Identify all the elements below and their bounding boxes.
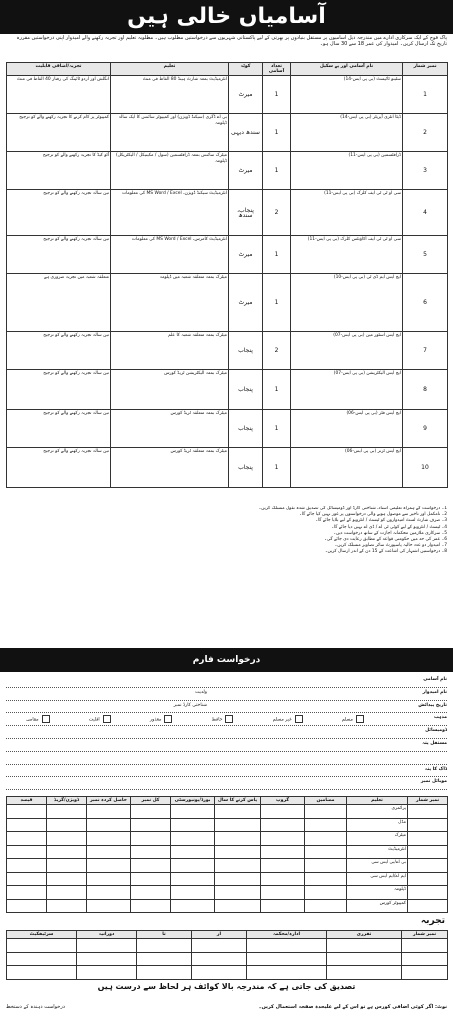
header-exp: تجربہ/اضافی قابلیت	[7, 63, 111, 76]
note-item: 2۔ نامکمل اور تاخیر سے موصول ہونے والی درخواستوں پر غور نہیں کیا جائے گا۔	[299, 512, 447, 518]
education-cell[interactable]	[261, 899, 305, 913]
note-item: 6۔ عمر کی حد میں حکومتی قواعد کے مطابق رعایت دی جائے گی۔	[324, 537, 447, 543]
page-title: آسامیاں خالی ہیں	[127, 4, 326, 29]
education-cell[interactable]	[47, 845, 87, 859]
job-edu: بی اے ڈگری (سیکنڈ ڈویژن) اور کمپیوٹر سائنس کا ایک سالہ ڈپلومہ	[111, 114, 229, 152]
job-row	[7, 114, 448, 152]
experience-row	[7, 952, 448, 966]
education-cell[interactable]	[47, 899, 87, 913]
job-row	[7, 236, 448, 274]
education-cell[interactable]	[215, 805, 261, 819]
experience-cell[interactable]	[402, 939, 448, 953]
education-cell[interactable]	[87, 832, 131, 846]
education-cell[interactable]	[408, 818, 448, 832]
education-cell[interactable]	[7, 899, 47, 913]
education-cell[interactable]	[87, 899, 131, 913]
postal-field[interactable]: ڈاک کا پتہ	[6, 765, 447, 778]
job-no: 2	[403, 114, 448, 152]
experience-row	[7, 939, 448, 953]
job-post: ایچ ایس ایم ڈی ٹی (بی پی ایس-10)	[291, 274, 403, 332]
checkbox-hafiz[interactable]: حافظ	[212, 715, 237, 723]
job-edu: میٹرک بمعہ متعلقہ ٹریڈ کورس	[111, 448, 229, 488]
education-row	[7, 818, 448, 832]
experience-cell[interactable]	[327, 966, 402, 980]
education-level: بی اے/بی ایس سی	[347, 859, 408, 873]
education-cell[interactable]	[305, 872, 347, 886]
job-post: سٹینو ٹائپسٹ (بی پی ایس-14)	[291, 76, 403, 114]
education-cell[interactable]	[7, 805, 47, 819]
education-row	[7, 832, 448, 846]
job-count: 1	[263, 114, 291, 152]
job-row	[7, 76, 448, 114]
education-cell[interactable]	[305, 845, 347, 859]
education-cell[interactable]	[131, 859, 171, 873]
experience-cell[interactable]	[137, 939, 192, 953]
job-exp: تین سالہ تجربہ رکھنے والے کو ترجیح	[7, 410, 111, 448]
job-no: 4	[403, 190, 448, 236]
checkbox-local[interactable]: مقامی	[26, 715, 52, 723]
education-cell[interactable]	[261, 859, 305, 873]
job-edu: انٹرمیڈیٹ بمعہ شارٹ ہینڈ 80 الفاظ فی منٹ	[111, 76, 229, 114]
form-banner	[0, 648, 453, 672]
experience-cell[interactable]	[402, 952, 448, 966]
education-cell[interactable]	[305, 886, 347, 900]
header-post: نام آسامی اور پے سکیل	[291, 63, 403, 76]
education-cell[interactable]	[7, 886, 47, 900]
job-quota: پنجاب	[229, 410, 263, 448]
address-field[interactable]: مستقل پتہ	[6, 739, 447, 752]
job-post: سی او ٹی ٹی ایف کلرک (بی پی ایس-11)	[291, 190, 403, 236]
job-post: ایچ ایس اسٹور مین (بی پی ایس-07)	[291, 332, 403, 370]
intro-paragraph: پاک فوج کے ایک سرکاری ادارے میں مندرجہ ذیل آسامیوں پر مستقل بنیادوں پر بھرتی کے لیے پاکستانی شہریوں سے درخواستیں مطلوب ہیں۔ مطلوبہ تعلیم اور تجربہ رکھنے والے امیدوار اپنی درخواستیں مقررہ تاریخ تک ارسال کریں۔ امیدوار کی عمر 18 سے 30 سال ہو۔	[16, 35, 447, 48]
education-cell[interactable]	[305, 832, 347, 846]
experience-title: تجربہ	[420, 916, 445, 926]
job-exp: تین سالہ تجربہ رکھنے والے کو ترجیح	[7, 448, 111, 488]
education-cell[interactable]	[47, 832, 87, 846]
job-edu: انٹرمیڈیٹ کامرس، MS Word / Excel کی معلومات	[111, 236, 229, 274]
education-cell[interactable]	[305, 818, 347, 832]
checkbox-disabled[interactable]: معذور	[150, 715, 176, 723]
education-cell[interactable]	[47, 818, 87, 832]
experience-cell[interactable]	[247, 952, 327, 966]
checkbox-non-muslim[interactable]: غیر مسلم	[273, 715, 306, 723]
experience-cell[interactable]	[192, 939, 247, 953]
signature-label: درخواست دہندہ کے دستخط	[6, 1004, 65, 1010]
education-cell[interactable]	[215, 832, 261, 846]
education-cell[interactable]	[171, 818, 215, 832]
category-checkboxes: مذہب مسلم غیر مسلم حافظ معذور اقلیت مقامی	[6, 713, 447, 726]
header-count: تعداد آسامی	[263, 63, 291, 76]
education-level: کمپیوٹر کورس	[347, 899, 408, 913]
education-row	[7, 845, 448, 859]
job-count: 1	[263, 236, 291, 274]
education-cell[interactable]	[261, 805, 305, 819]
education-cell[interactable]	[215, 872, 261, 886]
education-cell[interactable]	[7, 832, 47, 846]
education-cell[interactable]	[47, 805, 87, 819]
job-row	[7, 190, 448, 236]
education-cell[interactable]	[171, 886, 215, 900]
job-exp: تین سالہ تجربہ رکھنے والے کو ترجیح	[7, 190, 111, 236]
job-exp: تین سالہ تجربہ رکھنے والے کو ترجیح	[7, 236, 111, 274]
job-post: ڈیٹا انٹری آپریٹر (بی پی ایس-14)	[291, 114, 403, 152]
note-item: 7۔ امیدوار دو عدد حالیہ پاسپورٹ سائز تصاویر منسلک کریں۔	[334, 543, 447, 549]
phone-field[interactable]: موبائل نمبر	[6, 777, 447, 790]
experience-header-row: سرٹیفکیٹ دورانیہ تا از ادارہ/محکمہ تقرری نمبر شمار	[7, 931, 448, 939]
education-cell[interactable]	[261, 832, 305, 846]
header-quota: کوٹہ	[229, 63, 263, 76]
education-cell[interactable]	[7, 818, 47, 832]
education-cell[interactable]	[305, 805, 347, 819]
job-exp: انگلش اور اردو ٹائپنگ کی رفتار 40 الفاظ فی منٹ	[7, 76, 111, 114]
job-edu: میٹرک بمعہ متعلقہ شعبہ میں ڈپلومہ	[111, 274, 229, 332]
note-item: 3۔ صرف شارٹ لسٹ امیدواروں کو ٹیسٹ / انٹرویو کے لیے بلایا جائے گا۔	[315, 518, 447, 524]
note-item: 4۔ ٹیسٹ / انٹرویو کے لیے کوئی ٹی اے / ڈی اے نہیں دیا جائے گا۔	[331, 524, 447, 530]
job-quota: پنجاب	[229, 448, 263, 488]
education-cell[interactable]	[215, 859, 261, 873]
address-line[interactable]	[6, 752, 447, 765]
education-level: ایم اے/ایم ایس سی	[347, 872, 408, 886]
job-edu: میٹرک بمعہ متعلقہ ٹریڈ کورس	[111, 410, 229, 448]
job-exp: کمپیوٹر پر کام کرنے کا تجربہ رکھنے والے کو ترجیح	[7, 114, 111, 152]
job-exp: آٹو کیڈ کا تجربہ رکھنے والے کو ترجیح	[7, 152, 111, 190]
education-cell[interactable]	[131, 832, 171, 846]
checkbox-muslim[interactable]: مسلم	[342, 715, 367, 723]
jobs-table	[6, 62, 448, 488]
education-cell[interactable]	[171, 899, 215, 913]
education-cell[interactable]	[171, 872, 215, 886]
job-edu: انٹرمیڈیٹ سیکنڈ ڈویژن، MS Word / Excel کی معلومات	[111, 190, 229, 236]
name-field[interactable]: نام امیدوار ولدیت	[6, 688, 447, 701]
education-level: میٹرک	[347, 832, 408, 846]
education-cell[interactable]	[7, 872, 47, 886]
education-cell[interactable]	[87, 872, 131, 886]
note-item: 1۔ درخواست کے ہمراہ تعلیمی اسناد، شناختی کارڈ اور ڈومیسائل کی تصدیق شدہ نقول منسلک کریں۔	[258, 506, 447, 511]
certification-statement: تصدیق کی جاتی ہے کہ مندرجہ بالا کوائف ہر لحاظ سے درست ہیں	[97, 982, 356, 991]
job-edu: میٹرک سائنس بمعہ ڈرافٹسمین (سول / مکینیکل / الیکٹریکل) ڈپلومہ	[111, 152, 229, 190]
job-row	[7, 332, 448, 370]
experience-cell[interactable]	[247, 966, 327, 980]
job-post: ڈرافٹسمین (بی پی ایس-11)	[291, 152, 403, 190]
education-cell[interactable]	[408, 872, 448, 886]
education-cell[interactable]	[215, 886, 261, 900]
form-title: درخواست فارم	[192, 655, 261, 665]
job-no: 8	[403, 370, 448, 410]
experience-cell[interactable]	[402, 966, 448, 980]
job-row	[7, 370, 448, 410]
job-count: 2	[263, 190, 291, 236]
header-edu: تعلیم	[111, 63, 229, 76]
job-count: 1	[263, 152, 291, 190]
domicile-field[interactable]: ڈومیسائل	[6, 726, 447, 739]
experience-cell[interactable]	[77, 952, 137, 966]
experience-cell[interactable]	[77, 939, 137, 953]
experience-cell[interactable]	[192, 966, 247, 980]
job-edu: میٹرک بمعہ الیکٹریشن ٹریڈ کورس	[111, 370, 229, 410]
education-cell[interactable]	[131, 845, 171, 859]
education-cell[interactable]	[305, 899, 347, 913]
experience-cell[interactable]	[7, 966, 77, 980]
job-quota: سندھ دیہی	[229, 114, 263, 152]
education-cell[interactable]	[7, 859, 47, 873]
education-level: انٹرمیڈیٹ	[347, 845, 408, 859]
education-cell[interactable]	[47, 859, 87, 873]
job-quota: میرٹ	[229, 236, 263, 274]
job-row	[7, 152, 448, 190]
notes-section	[6, 506, 447, 634]
job-exp: تین سالہ تجربہ رکھنے والے کو ترجیح	[7, 370, 111, 410]
experience-cell[interactable]	[137, 952, 192, 966]
education-row	[7, 872, 448, 886]
education-cell[interactable]	[131, 805, 171, 819]
education-level: پرائمری	[347, 805, 408, 819]
education-cell[interactable]	[408, 859, 448, 873]
job-quota: میرٹ	[229, 152, 263, 190]
job-post: سی او ٹی ٹی ایف اکاؤنٹس کلرک (بی پی ایس-11)	[291, 236, 403, 274]
experience-cell[interactable]	[137, 966, 192, 980]
education-cell[interactable]	[215, 818, 261, 832]
job-count: 1	[263, 370, 291, 410]
experience-cell[interactable]	[327, 939, 402, 953]
education-cell[interactable]	[261, 845, 305, 859]
dob-field[interactable]: تاریخ پیدائش شناختی کارڈ نمبر	[6, 701, 447, 714]
education-cell[interactable]	[261, 872, 305, 886]
job-no: 3	[403, 152, 448, 190]
education-row	[7, 899, 448, 913]
education-cell[interactable]	[408, 886, 448, 900]
job-row	[7, 448, 448, 488]
job-count: 2	[263, 332, 291, 370]
education-cell[interactable]	[171, 832, 215, 846]
footer-note: نوٹ: اگر کوئی اضافی کورس ہے تو اس کے لیے علیحدہ صفحہ استعمال کریں۔	[258, 1004, 447, 1010]
experience-cell[interactable]	[7, 939, 77, 953]
job-quota: پنجاب	[229, 332, 263, 370]
job-quota: پنجاب، سندھ	[229, 190, 263, 236]
checkbox-minority[interactable]: اقلیت	[89, 715, 114, 723]
job-exp: متعلقہ شعبہ میں تجربہ ضروری ہے	[7, 274, 111, 332]
education-cell[interactable]	[87, 818, 131, 832]
job-edu: میٹرک بمعہ متعلقہ شعبہ کا علم	[111, 332, 229, 370]
note-item: 8۔ درخواستیں اشتہار کی اشاعت کے 15 دن کے اندر ارسال کریں۔	[324, 549, 447, 555]
job-quota: پنجاب	[229, 370, 263, 410]
education-row	[7, 805, 448, 819]
jobs-header-row	[7, 63, 448, 76]
education-cell[interactable]	[408, 899, 448, 913]
education-cell[interactable]	[215, 899, 261, 913]
job-no: 9	[403, 410, 448, 448]
education-cell[interactable]	[215, 845, 261, 859]
job-count: 1	[263, 274, 291, 332]
note-item: 5۔ سرکاری ملازمین محکمانہ اجازت کے ساتھ درخواست دیں۔	[333, 530, 447, 536]
experience-cell[interactable]	[247, 939, 327, 953]
job-post: ایچ ایس ٹرنر (بی پی ایس-06)	[291, 448, 403, 488]
job-no: 7	[403, 332, 448, 370]
experience-cell[interactable]	[7, 952, 77, 966]
education-cell[interactable]	[171, 805, 215, 819]
education-cell[interactable]	[408, 845, 448, 859]
education-cell[interactable]	[87, 845, 131, 859]
education-cell[interactable]	[87, 805, 131, 819]
education-cell[interactable]	[131, 899, 171, 913]
job-quota: میرٹ	[229, 76, 263, 114]
education-cell[interactable]	[171, 845, 215, 859]
experience-cell[interactable]	[77, 966, 137, 980]
education-cell[interactable]	[408, 805, 448, 819]
job-row	[7, 410, 448, 448]
education-cell[interactable]	[47, 886, 87, 900]
education-cell[interactable]	[171, 859, 215, 873]
job-no: 5	[403, 236, 448, 274]
job-no: 1	[403, 76, 448, 114]
job-no: 6	[403, 274, 448, 332]
experience-row	[7, 966, 448, 980]
job-row	[7, 274, 448, 332]
job-no: 10	[403, 448, 448, 488]
education-cell[interactable]	[131, 872, 171, 886]
education-cell[interactable]	[408, 832, 448, 846]
education-cell[interactable]	[47, 872, 87, 886]
education-row	[7, 886, 448, 900]
post-field[interactable]: نام آسامی	[6, 675, 447, 688]
job-post: ایچ ایس فٹر (بی پی ایس-06)	[291, 410, 403, 448]
job-count: 1	[263, 448, 291, 488]
experience-cell[interactable]	[192, 952, 247, 966]
education-cell[interactable]	[305, 859, 347, 873]
education-row	[7, 859, 448, 873]
education-cell[interactable]	[87, 859, 131, 873]
education-cell[interactable]	[7, 845, 47, 859]
education-cell[interactable]	[131, 886, 171, 900]
education-table	[6, 796, 448, 913]
job-exp: تین سالہ تجربہ رکھنے والے کو ترجیح	[7, 332, 111, 370]
education-cell[interactable]	[131, 818, 171, 832]
education-level: مڈل	[347, 818, 408, 832]
education-header-row: فیصد ڈویژن/گریڈ حاصل کردہ نمبر کل نمبر بورڈ/یونیورسٹی پاس کرنے کا سال گروپ مضامین تعلیم نمبر شمار	[7, 797, 448, 805]
education-cell[interactable]	[261, 818, 305, 832]
job-quota: میرٹ	[229, 274, 263, 332]
education-level: ڈپلومہ	[347, 886, 408, 900]
job-count: 1	[263, 410, 291, 448]
education-cell[interactable]	[87, 886, 131, 900]
education-cell[interactable]	[261, 886, 305, 900]
header-no: نمبر شمار	[403, 63, 448, 76]
experience-cell[interactable]	[327, 952, 402, 966]
job-count: 1	[263, 76, 291, 114]
header-banner	[0, 0, 453, 34]
job-post: ایچ ایس الیکٹریشن (بی پی ایس-07)	[291, 370, 403, 410]
experience-table	[6, 930, 448, 980]
application-form	[6, 675, 447, 795]
